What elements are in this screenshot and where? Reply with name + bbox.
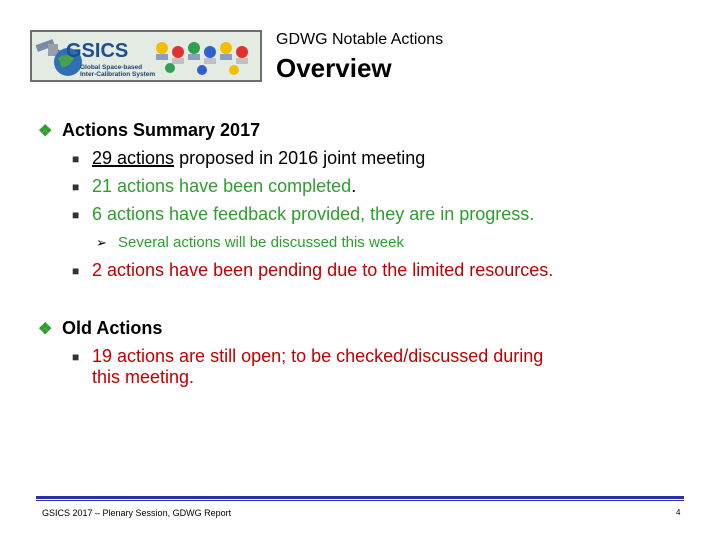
square-bullet-icon: ■ <box>72 264 80 278</box>
gsics-logo <box>30 30 262 82</box>
summary-item-4 <box>72 260 553 281</box>
summary-sub-item <box>96 234 404 251</box>
summary-item-1-count: 29 actions <box>92 148 175 168</box>
page-title: Overview <box>276 53 392 83</box>
summary-item-2-text <box>92 176 356 197</box>
summary-item-4-text: 2 actions have been pending due to the limited resources. <box>92 260 554 280</box>
summary-item-2 <box>72 176 356 197</box>
square-bullet-icon: ■ <box>72 152 80 166</box>
diamond-bullet-icon: ❖ <box>38 320 53 338</box>
arrow-bullet-icon: ➢ <box>96 234 107 250</box>
svg-text:Inter-Calibration System: Inter-Calibration System <box>80 71 156 78</box>
summary-item-1 <box>72 148 425 169</box>
gsics-logo-graphic <box>32 32 260 80</box>
square-bullet-icon: ■ <box>72 180 80 194</box>
svg-text:GSICS: GSICS <box>66 40 129 62</box>
header-subtitle: GDWG Notable Actions <box>276 31 444 48</box>
summary-item-2-green: 21 actions have been completed <box>92 176 352 196</box>
summary-item-3 <box>72 204 534 225</box>
page-number: 4 <box>676 508 681 517</box>
summary-sub-item-text: Several actions will be discussed this week <box>118 234 404 251</box>
summary-item-1-rest: proposed in 2016 joint meeting <box>174 148 426 168</box>
summary-item-2-period: . <box>351 176 357 196</box>
old-actions-item <box>72 346 543 388</box>
old-actions-item-text <box>92 346 543 388</box>
old-actions-heading-row <box>38 318 162 339</box>
footer-rule <box>36 496 684 499</box>
old-actions-heading: Old Actions <box>62 318 163 338</box>
svg-text:Global Space-based: Global Space-based <box>80 64 143 71</box>
summary-heading: Actions Summary 2017 <box>62 120 261 140</box>
summary-item-3-text: 6 actions have feedback provided, they are in progress. <box>92 204 535 224</box>
square-bullet-icon: ■ <box>72 350 80 364</box>
old-actions-item-line-1: 19 actions are still open; to be checked/discussed during <box>92 346 544 366</box>
square-bullet-icon: ■ <box>72 208 80 222</box>
footer-rule-thin <box>36 500 684 501</box>
footer-text: GSICS 2017 – Plenary Session, GDWG Report <box>42 508 232 518</box>
old-actions-item-line-2: this meeting. <box>92 367 195 387</box>
diamond-bullet-icon: ❖ <box>38 122 53 140</box>
summary-heading-row <box>38 120 260 141</box>
summary-item-1-text <box>92 148 425 169</box>
